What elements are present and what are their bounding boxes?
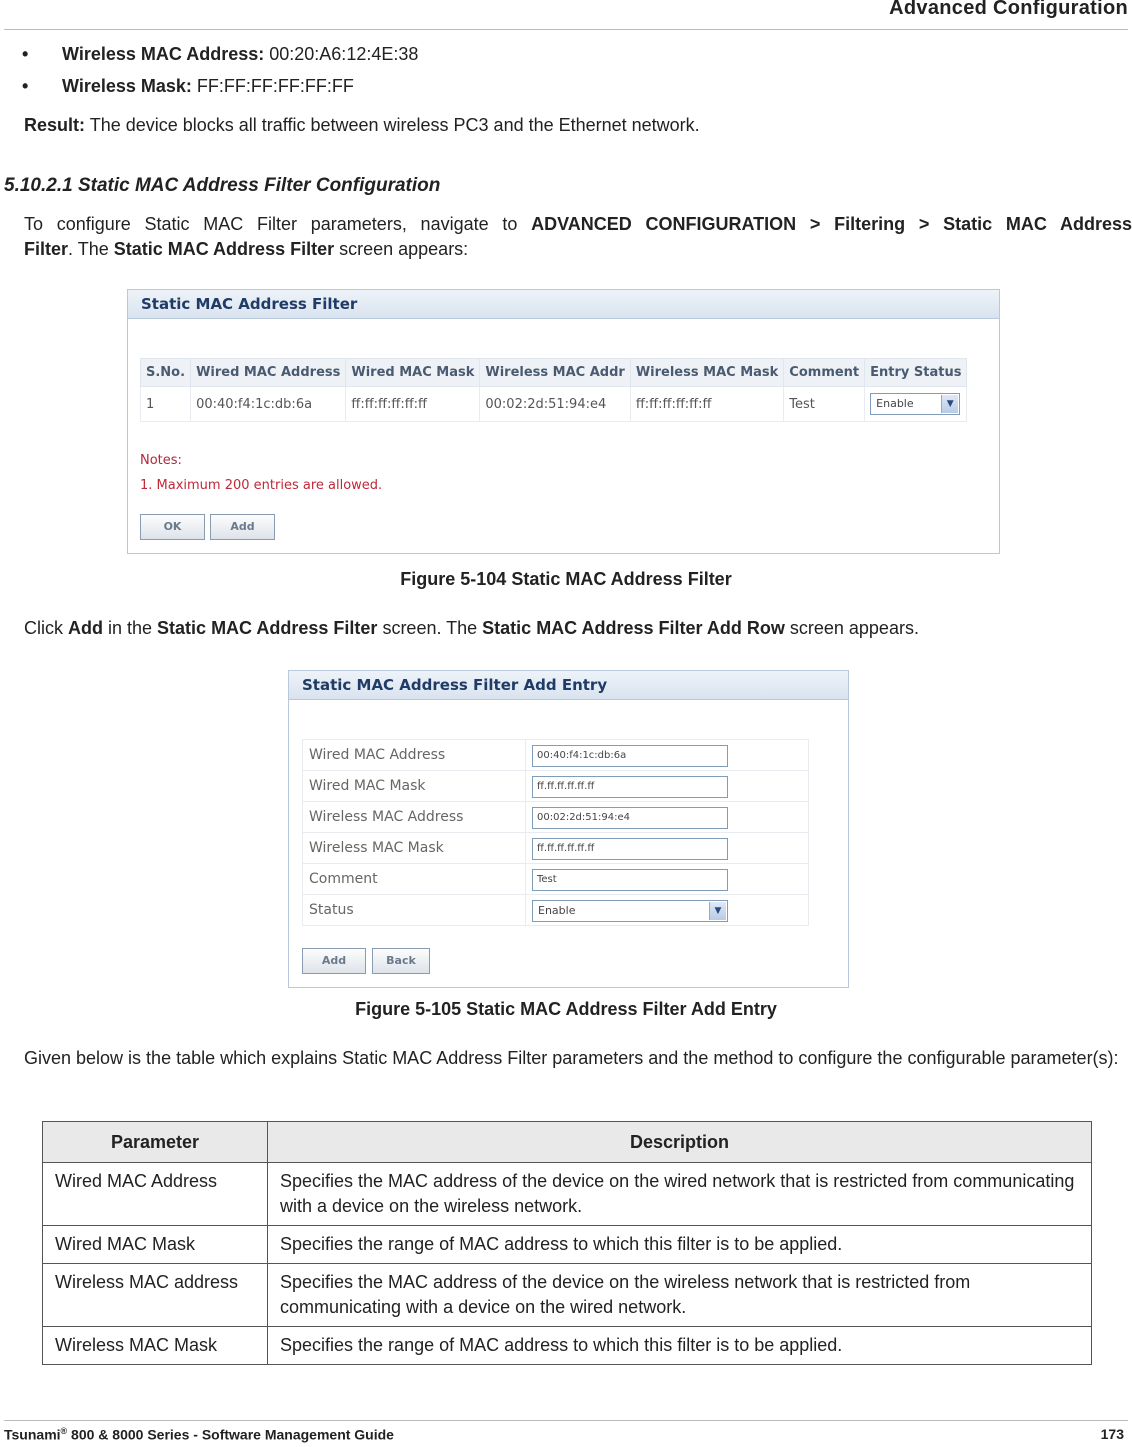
nav-path-end: Filter [24,239,69,259]
page-number: 173 [1100,1426,1124,1442]
para-text: in the [103,618,158,638]
panel-title: Static MAC Address Filter [128,290,999,319]
form-row [303,833,809,864]
add-button[interactable]: Add [302,948,366,974]
desc-cell: Specifies the range of MAC address to which this filter is to be applied. [268,1327,1092,1365]
filter-table [140,358,967,422]
field-cell [526,771,809,802]
form-row [303,771,809,802]
field-cell [526,740,809,771]
figure-caption: Figure 5-105 Static MAC Address Filter Add Entry [355,999,777,1019]
comment-input[interactable]: Test [532,869,728,891]
parameter-table [42,1121,1092,1365]
col-wired-mask: Wired MAC Mask [346,359,480,387]
nav-path: ADVANCED CONFIGURATION > Filtering > Static MAC Address [531,214,1132,234]
param-cell: Wireless MAC Mask [43,1327,268,1365]
table-row [43,1163,1092,1226]
notes-heading: Notes: [140,453,182,468]
result-label: Result: [24,115,86,135]
table-header-row [43,1122,1092,1163]
para-text: screen. The [377,618,483,638]
section-title: 5.10.2.1 Static MAC Address Filter Configuration [4,175,441,196]
col-sno: S.No. [141,359,191,387]
cell-wired-mac: 00:40:f4:1c:db:6a [191,387,346,422]
add-entry-form [302,739,809,926]
desc-cell: Specifies the MAC address of the device on the wireless network that is restricted from communicating with a device on the wired network. [268,1264,1092,1327]
cell-comment: Test [784,387,865,422]
wireless-mask-input[interactable]: ff.ff.ff.ff.ff.ff [532,838,728,860]
table-row [43,1226,1092,1264]
field-label: Wireless MAC Mask [303,833,526,864]
cell-wireless-mac: 00:02:2d:51:94:e4 [480,387,630,422]
field-label: Wireless MAC Address [303,802,526,833]
screen-name: Static MAC Address Filter [157,618,378,638]
entry-status-value: Enable [876,397,914,410]
form-row [303,740,809,771]
intro-text: To configure Static MAC Filter parameters, navigate to [24,214,532,234]
bullet-label: Wireless MAC Address: [62,44,265,64]
para-text: Click [24,618,68,638]
click-paragraph [24,616,919,641]
field-cell [526,802,809,833]
figure-caption: Figure 5-104 Static MAC Address Filter [400,569,732,589]
bullet-value: 00:20:A6:12:4E:38 [269,44,419,64]
table-row [43,1264,1092,1327]
table-header-row [141,359,967,387]
static-mac-filter-screenshot [127,289,1000,554]
screen-name: Static MAC Address Filter Add Row [482,618,785,638]
bullet-wireless-mask [22,76,354,97]
bullet-label: Wireless Mask: [62,76,192,96]
field-label: Comment [303,864,526,895]
status-value: Enable [538,903,576,917]
footer-guide-name: 800 & 8000 Series - Software Management Guide [67,1426,394,1443]
add-term: Add [68,618,103,638]
desc-cell: Specifies the MAC address of the device on the wired network that is restricted from communicating with a device on the wireless network. [268,1163,1092,1226]
cell-sno: 1 [141,387,191,422]
add-button[interactable]: Add [210,514,275,540]
col-entry-status: Entry Status [865,359,967,387]
result-paragraph [24,113,700,138]
chevron-down-icon: ▼ [709,902,726,920]
form-row [303,864,809,895]
back-button[interactable]: Back [372,948,430,974]
table-row [43,1327,1092,1365]
col-parameter: Parameter [43,1122,268,1163]
col-wireless-mac: Wireless MAC Addr [480,359,630,387]
intro-text: screen appears: [334,239,469,259]
panel-title: Static MAC Address Filter Add Entry [289,671,848,700]
header-rule [4,29,1128,30]
given-paragraph: Given below is the table which explains Static MAC Address Filter parameters and the method to configure the configurable parameter(s): [24,1048,1119,1068]
ok-button[interactable]: OK [140,514,205,540]
param-cell: Wireless MAC address [43,1264,268,1327]
field-label: Status [303,895,526,926]
bullet-dot: • [22,76,29,96]
cell-wireless-mask: ff:ff:ff:ff:ff:ff [630,387,783,422]
table-row [141,387,967,422]
running-header: Advanced Configuration [889,0,1128,19]
cell-wired-mask: ff:ff:ff:ff:ff:ff [346,387,480,422]
bullet-value: FF:FF:FF:FF:FF:FF [196,76,354,96]
col-comment: Comment [784,359,865,387]
intro-paragraph [24,212,1132,262]
col-wireless-mask: Wireless MAC Mask [630,359,783,387]
col-description: Description [268,1122,1092,1163]
desc-cell: Specifies the range of MAC address to which this filter is to be applied. [268,1226,1092,1264]
param-cell: Wired MAC Address [43,1163,268,1226]
form-row [303,895,809,926]
form-row [303,802,809,833]
bullet-dot: • [22,44,29,64]
footer-brand: Tsunami [4,1426,61,1443]
wired-mac-input[interactable]: 00:40:f4:1c:db:6a [532,745,728,767]
cell-entry-status [865,387,967,422]
footer-rule [4,1420,1128,1421]
screen-name: Static MAC Address Filter [113,239,335,259]
entry-status-select[interactable] [870,393,960,415]
para-text: screen appears. [784,618,919,638]
col-wired-mac: Wired MAC Address [191,359,346,387]
field-cell [526,864,809,895]
status-select[interactable] [532,900,728,922]
add-entry-screenshot [288,670,849,988]
registered-mark: ® [60,1426,68,1436]
note-max-entries: 1. Maximum 200 entries are allowed. [140,478,383,493]
field-cell [526,895,809,926]
param-cell: Wired MAC Mask [43,1226,268,1264]
wireless-mac-input[interactable]: 00:02:2d:51:94:e4 [532,807,728,829]
result-text: The device blocks all traffic between wireless PC3 and the Ethernet network. [89,115,700,135]
footer-title [4,1426,394,1443]
chevron-down-icon: ▼ [941,395,958,413]
field-label: Wired MAC Mask [303,771,526,802]
field-label: Wired MAC Address [303,740,526,771]
bullet-wireless-mac [22,44,419,65]
wired-mask-input[interactable]: ff.ff.ff.ff.ff.ff [532,776,728,798]
field-cell [526,833,809,864]
intro-text: . The [68,239,114,259]
